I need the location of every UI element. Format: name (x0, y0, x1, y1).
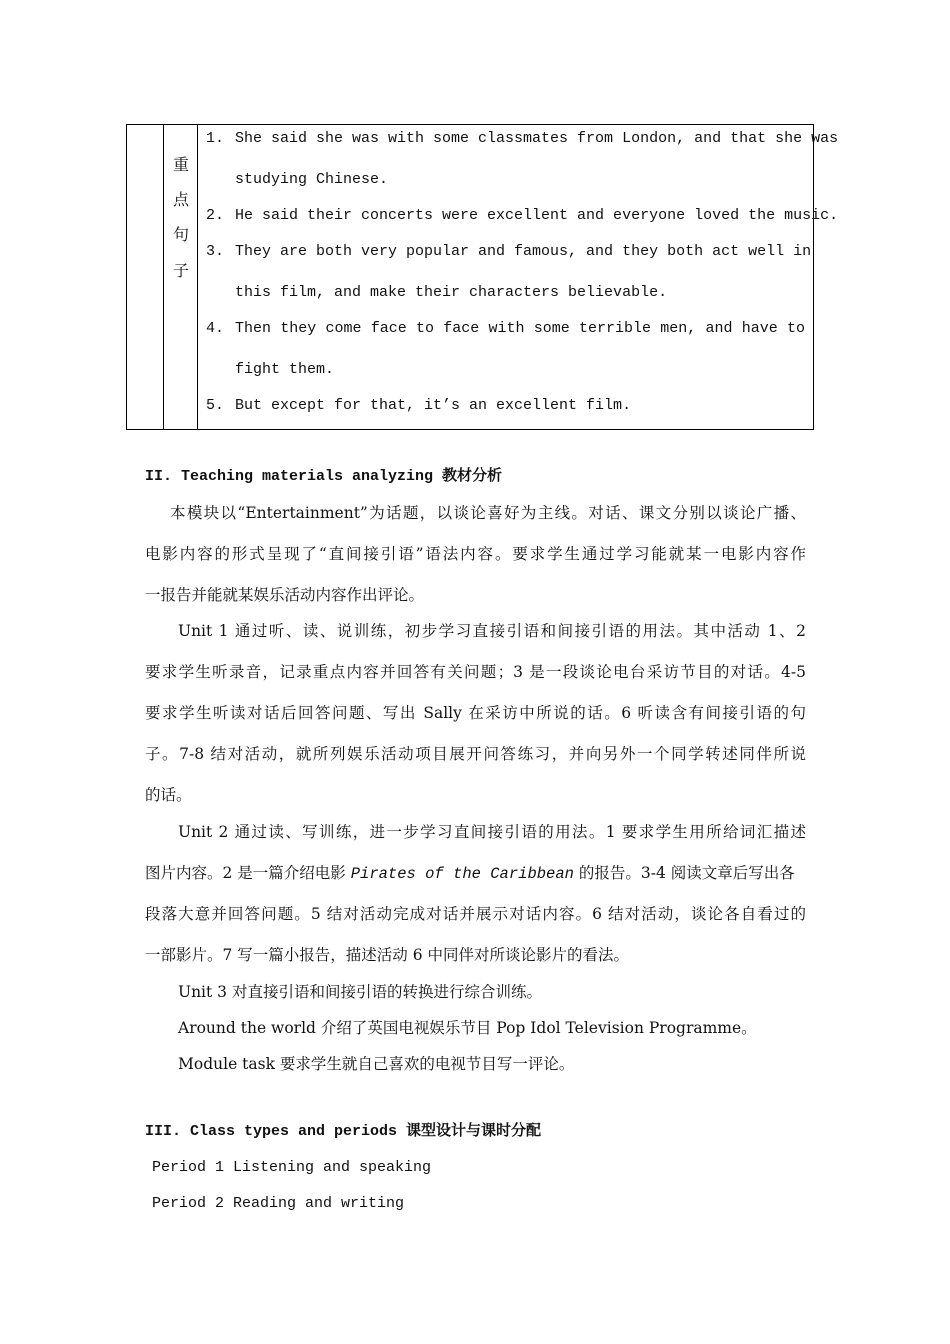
sentence-line: Then they come face to face with some terrible men, and have to (235, 320, 805, 337)
section-heading: III. Class types and periods 课型设计与课时分配 (145, 1123, 542, 1140)
paragraph-line: 要求学生听录音，记录重点内容并回答有关问题；3 是一段谈论电台采访节目的对话。4-5 (145, 663, 806, 681)
sentence-number: 2. (206, 207, 225, 224)
paragraph-line: Unit 3 对直接引语和间接引语的转换进行综合训练。 (178, 983, 542, 1001)
key-sentences-table (126, 124, 839, 430)
film-title: Pirates of the Caribbean (350, 865, 574, 883)
sentence-line: She said she was with some classmates from London, and that she was (235, 130, 839, 147)
sentence-number: 5. (206, 397, 225, 414)
sentence-line: fight them. (235, 361, 335, 378)
text-run: 的报告。3-4 阅读文章后写出各 (573, 864, 795, 882)
paragraph-line: 一部影片。7 写一篇小报告，描述活动 6 中同伴对所谈论影片的看法。 (145, 946, 630, 964)
period-item: Period 1 Listening and speaking (152, 1159, 432, 1176)
sentence-number: 3. (206, 243, 225, 260)
paragraph-line: Around the world 介绍了英国电视娱乐节目 Pop Idol Television Programme。 (178, 1019, 757, 1037)
paragraph-line: 本模块以“Entertainment”为话题，以谈论喜好为主线。对话、课文分别以谈论广播、 (170, 504, 806, 522)
sentence-line: studying Chinese. (235, 171, 389, 188)
label-char: 句 (172, 225, 189, 244)
period-item: Period 2 Reading and writing (152, 1195, 405, 1212)
paragraph-line: Unit 1 通过听、读、说训练，初步学习直接引语和间接引语的用法。其中活动 1、2 (178, 622, 806, 640)
table-label-column (164, 125, 198, 429)
sentence-line: But except for that, it’s an excellent film. (235, 397, 632, 414)
sentence-line: this film, and make their characters believable. (235, 284, 668, 301)
paragraph-line (145, 862, 806, 885)
sentence-line: They are both very popular and famous, and they both act well in (235, 243, 812, 260)
paragraph-line: 电影内容的形式呈现了“直间接引语”语法内容。要求学生通过学习能就某一电影内容作 (145, 545, 806, 563)
sentence-number: 4. (206, 320, 225, 337)
label-char: 点 (172, 190, 189, 209)
table-empty-column (127, 125, 164, 429)
paragraph-line: 段落大意并回答问题。5 结对活动完成对话并展示对话内容。6 结对活动，谈论各自看过的 (145, 905, 806, 923)
sentence-line: He said their concerts were excellent and everyone loved the music. (235, 207, 839, 224)
paragraph-line: Module task 要求学生就自己喜欢的电视节目写一评论。 (178, 1055, 575, 1073)
paragraph-line: 的话。 (145, 786, 192, 804)
label-char: 子 (172, 261, 189, 280)
label-char: 重 (172, 155, 189, 174)
paragraph-line: 子。7-8 结对活动，就所列娱乐活动项目展开问答练习，并向另外一个同学转述同伴所说 (145, 745, 806, 763)
section-heading: II. Teaching materials analyzing 教材分析 (145, 468, 503, 485)
sentence-number: 1. (206, 130, 225, 147)
sentence-list (198, 125, 839, 429)
text-run: 图片内容。2 是一篇介绍电影 (145, 864, 351, 882)
paragraph-line: Unit 2 通过读、写训练，进一步学习直间接引语的用法。1 要求学生用所给词汇描述 (178, 823, 806, 841)
paragraph-line: 一报告并能就某娱乐活动内容作出评论。 (145, 586, 425, 604)
paragraph-line: 要求学生听读对话后回答问题、写出 Sally 在采访中所说的话。6 听读含有间接引语的句 (145, 704, 806, 722)
